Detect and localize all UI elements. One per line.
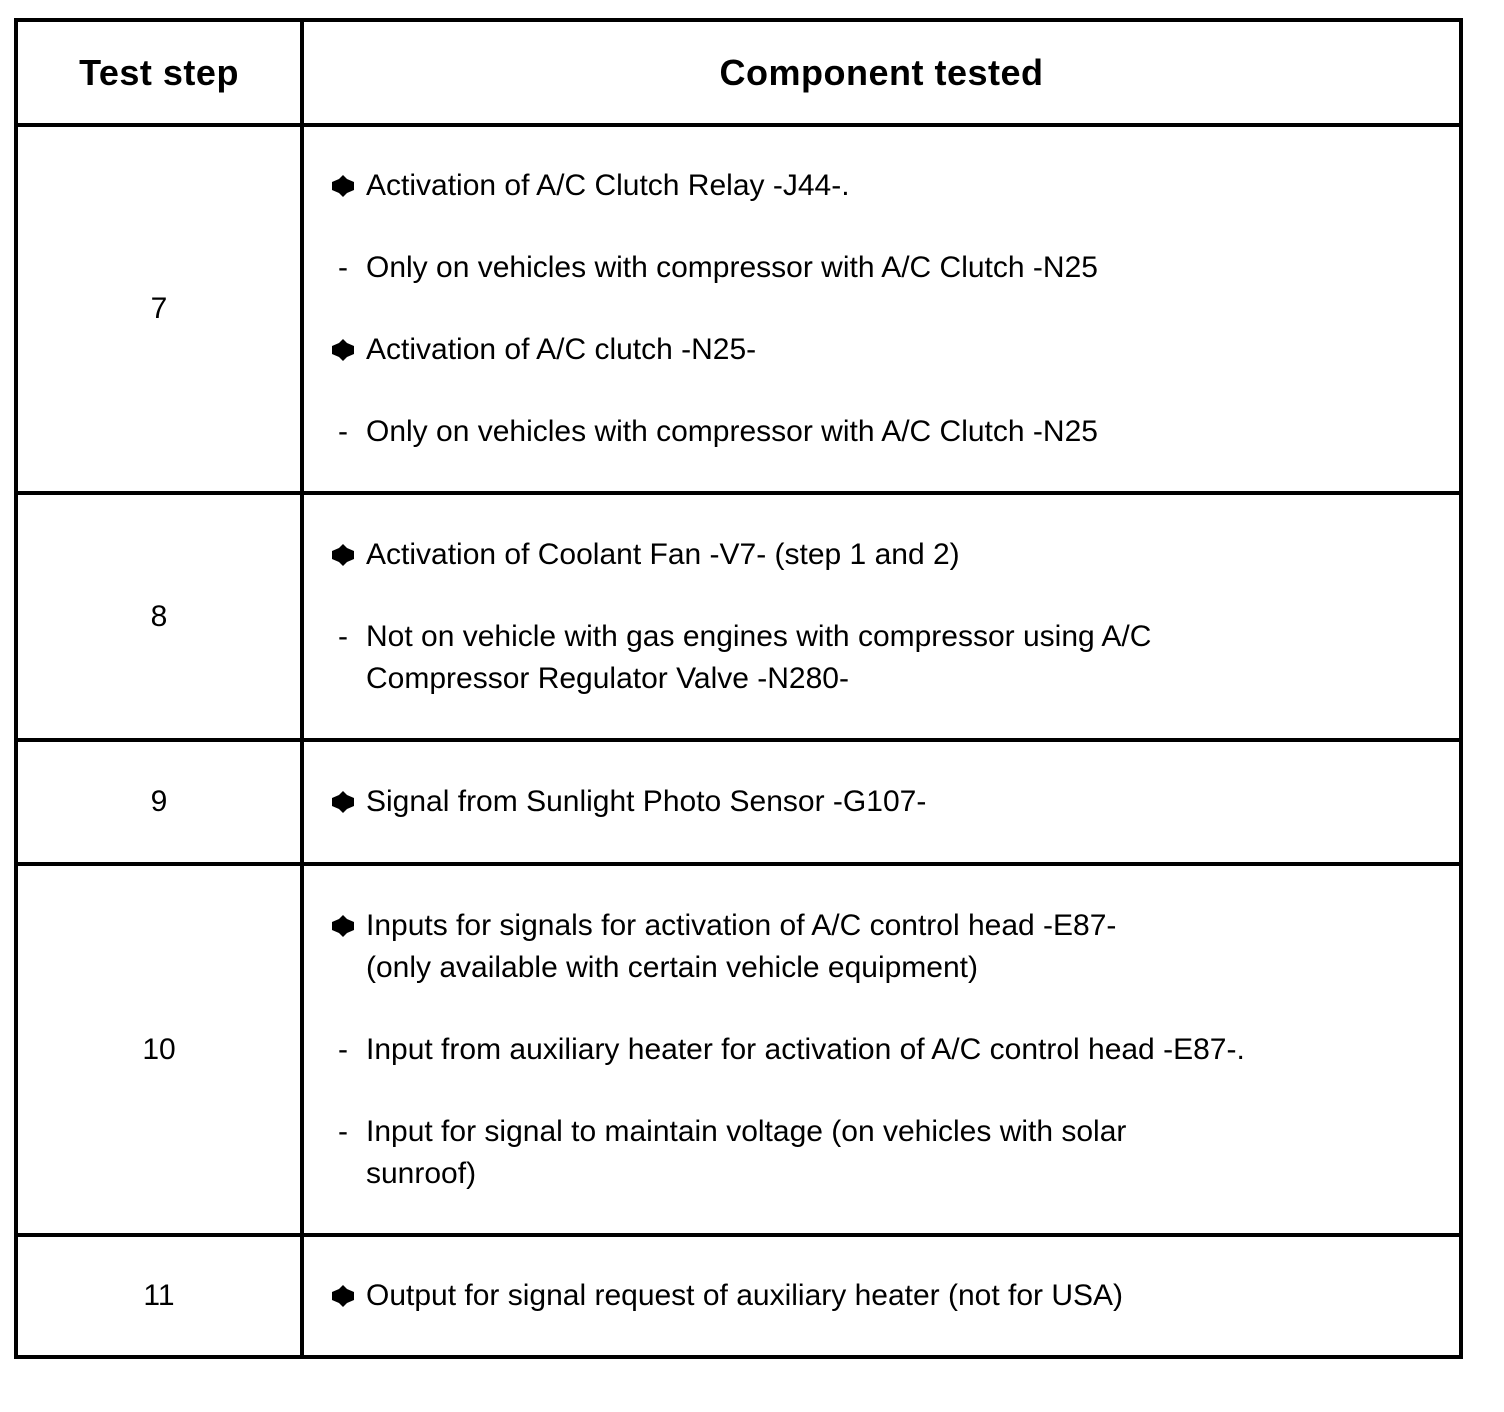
component-cell (302, 740, 1461, 864)
component-text: Signal from Sunlight Photo Sensor -G107- (366, 785, 927, 818)
component-cell (302, 493, 1461, 740)
dash-item (332, 411, 1459, 453)
dash-item (332, 1029, 1459, 1071)
dash-marker: - (338, 251, 348, 284)
dash-item (332, 247, 1459, 289)
bullet-item (332, 1275, 1459, 1317)
table-row (16, 125, 1461, 493)
table-header-row (16, 20, 1461, 125)
step-number: 9 (16, 740, 302, 864)
diamond-bullet-icon (332, 905, 366, 947)
component-text: Activation of A/C Clutch Relay -J44-. (366, 169, 850, 202)
diamond-bullet-icon (332, 329, 366, 371)
component-text: Output for signal request of auxiliary heater (not for USA) (366, 1279, 1124, 1312)
table-row (16, 493, 1461, 740)
header-test-step: Test step (16, 20, 302, 125)
component-text: Input from auxiliary heater for activation of A/C control head -E87-. (366, 1032, 1245, 1066)
step-number: 11 (16, 1235, 302, 1357)
bullet-item (332, 534, 1459, 576)
component-text: Inputs for signals for activation of A/C control head -E87- (only available with certain vehicle equipment) (366, 908, 1117, 984)
dash-marker: - (338, 1032, 348, 1066)
dash-item (332, 1111, 1459, 1195)
component-text: Only on vehicles with compressor with A/C Clutch -N25 (366, 251, 1098, 284)
dash-marker: - (338, 1114, 348, 1148)
component-text: Activation of Coolant Fan -V7- (step 1 and 2) (366, 537, 960, 571)
diamond-bullet-icon (332, 165, 366, 207)
component-text: Not on vehicle with gas engines with compressor using A/C Compressor Regulator Valve -N280- (366, 619, 1152, 695)
component-cell (302, 125, 1461, 493)
dash-marker: - (338, 619, 348, 653)
component-cell (302, 864, 1461, 1235)
bullet-item (332, 781, 1459, 823)
component-text: Activation of A/C clutch -N25- (366, 333, 757, 366)
bullet-item (332, 165, 1459, 207)
table-row (16, 740, 1461, 864)
component-text: Only on vehicles with compressor with A/C Clutch -N25 (366, 415, 1098, 448)
step-number: 7 (16, 125, 302, 493)
step-number: 10 (16, 864, 302, 1235)
table-row (16, 864, 1461, 1235)
diamond-bullet-icon (332, 1275, 366, 1317)
component-cell (302, 1235, 1461, 1357)
header-component-tested: Component tested (302, 20, 1461, 125)
step-number: 8 (16, 493, 302, 740)
diamond-bullet-icon (332, 534, 366, 576)
dash-item (332, 616, 1459, 700)
component-text: Input for signal to maintain voltage (on vehicles with solar sunroof) (366, 1114, 1127, 1190)
bullet-item (332, 905, 1459, 989)
component-test-table (14, 18, 1463, 1359)
dash-marker: - (338, 415, 348, 448)
table-row (16, 1235, 1461, 1357)
bullet-item (332, 329, 1459, 371)
diamond-bullet-icon (332, 781, 366, 823)
